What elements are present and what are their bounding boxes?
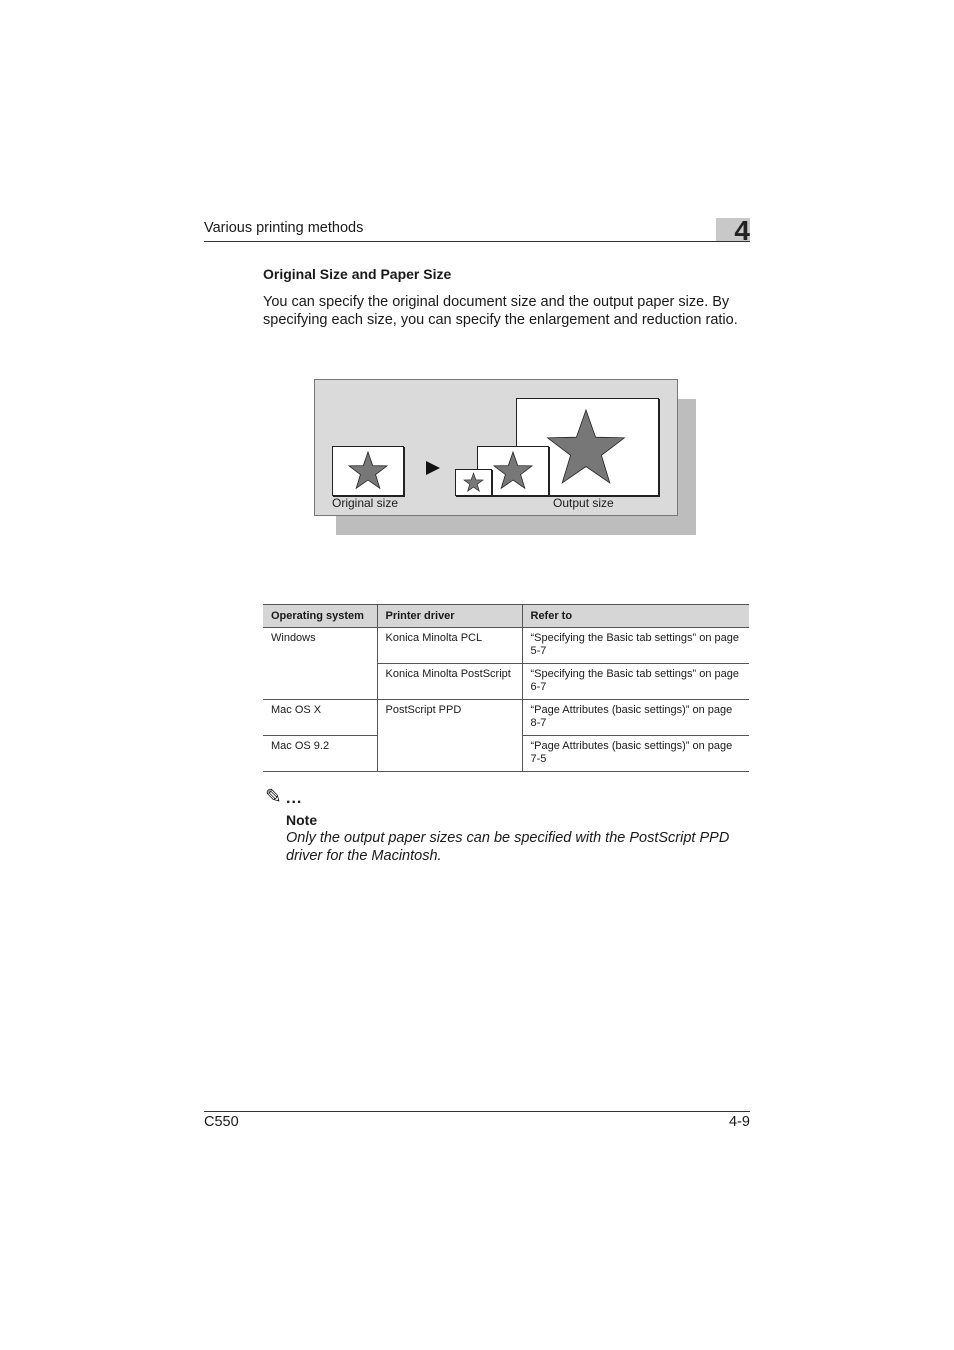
os-cell: Windows [263, 628, 377, 700]
table-header-row [263, 605, 749, 628]
chapter-number: 4 [734, 215, 750, 246]
driver-cell: Konica Minolta PCL [377, 628, 522, 664]
column-header-driver: Printer driver [377, 605, 522, 628]
footer-model: C550 [204, 1114, 239, 1130]
refer-cell: “Page Attributes (basic settings)” on page 8-7 [522, 700, 749, 736]
column-header-os: Operating system [263, 605, 377, 628]
original-paper [332, 446, 404, 496]
note-dots: ... [286, 790, 303, 807]
star-icon [456, 470, 491, 495]
reference-table [263, 604, 749, 772]
pencil-icon: ✎ [265, 786, 282, 808]
refer-cell: “Page Attributes (basic settings)” on page 7-5 [522, 736, 749, 772]
output-size-label: Output size [553, 496, 614, 510]
output-paper-small [455, 469, 492, 496]
note-text: Only the output paper sizes can be specified with the PostScript PPD driver for the Macintosh. [286, 830, 730, 864]
refer-cell: “Specifying the Basic tab settings” on page 5-7 [522, 628, 749, 664]
refer-cell: “Specifying the Basic tab settings” on page 6-7 [522, 664, 749, 700]
header-rule [204, 241, 750, 242]
note-label: Note [286, 812, 318, 828]
running-header: Various printing methods [204, 220, 364, 236]
os-cell: Mac OS 9.2 [263, 736, 377, 772]
original-size-label: Original size [332, 496, 399, 510]
column-header-refer: Refer to [522, 605, 749, 628]
table-row [263, 700, 749, 736]
arrow-right-icon [425, 460, 441, 476]
table-row [263, 628, 749, 664]
driver-cell: PostScript PPD [377, 700, 522, 772]
section-heading: Original Size and Paper Size [263, 266, 452, 282]
page-number: 4-9 [729, 1114, 750, 1130]
star-icon [333, 447, 403, 495]
driver-cell: Konica Minolta PostScript [377, 664, 522, 700]
footer-rule [204, 1111, 750, 1112]
intro-paragraph: You can specify the original document size and the output paper size. By specifying each size, you can specify the enlargement and reduction ratio. [263, 294, 738, 328]
os-cell: Mac OS X [263, 700, 377, 736]
